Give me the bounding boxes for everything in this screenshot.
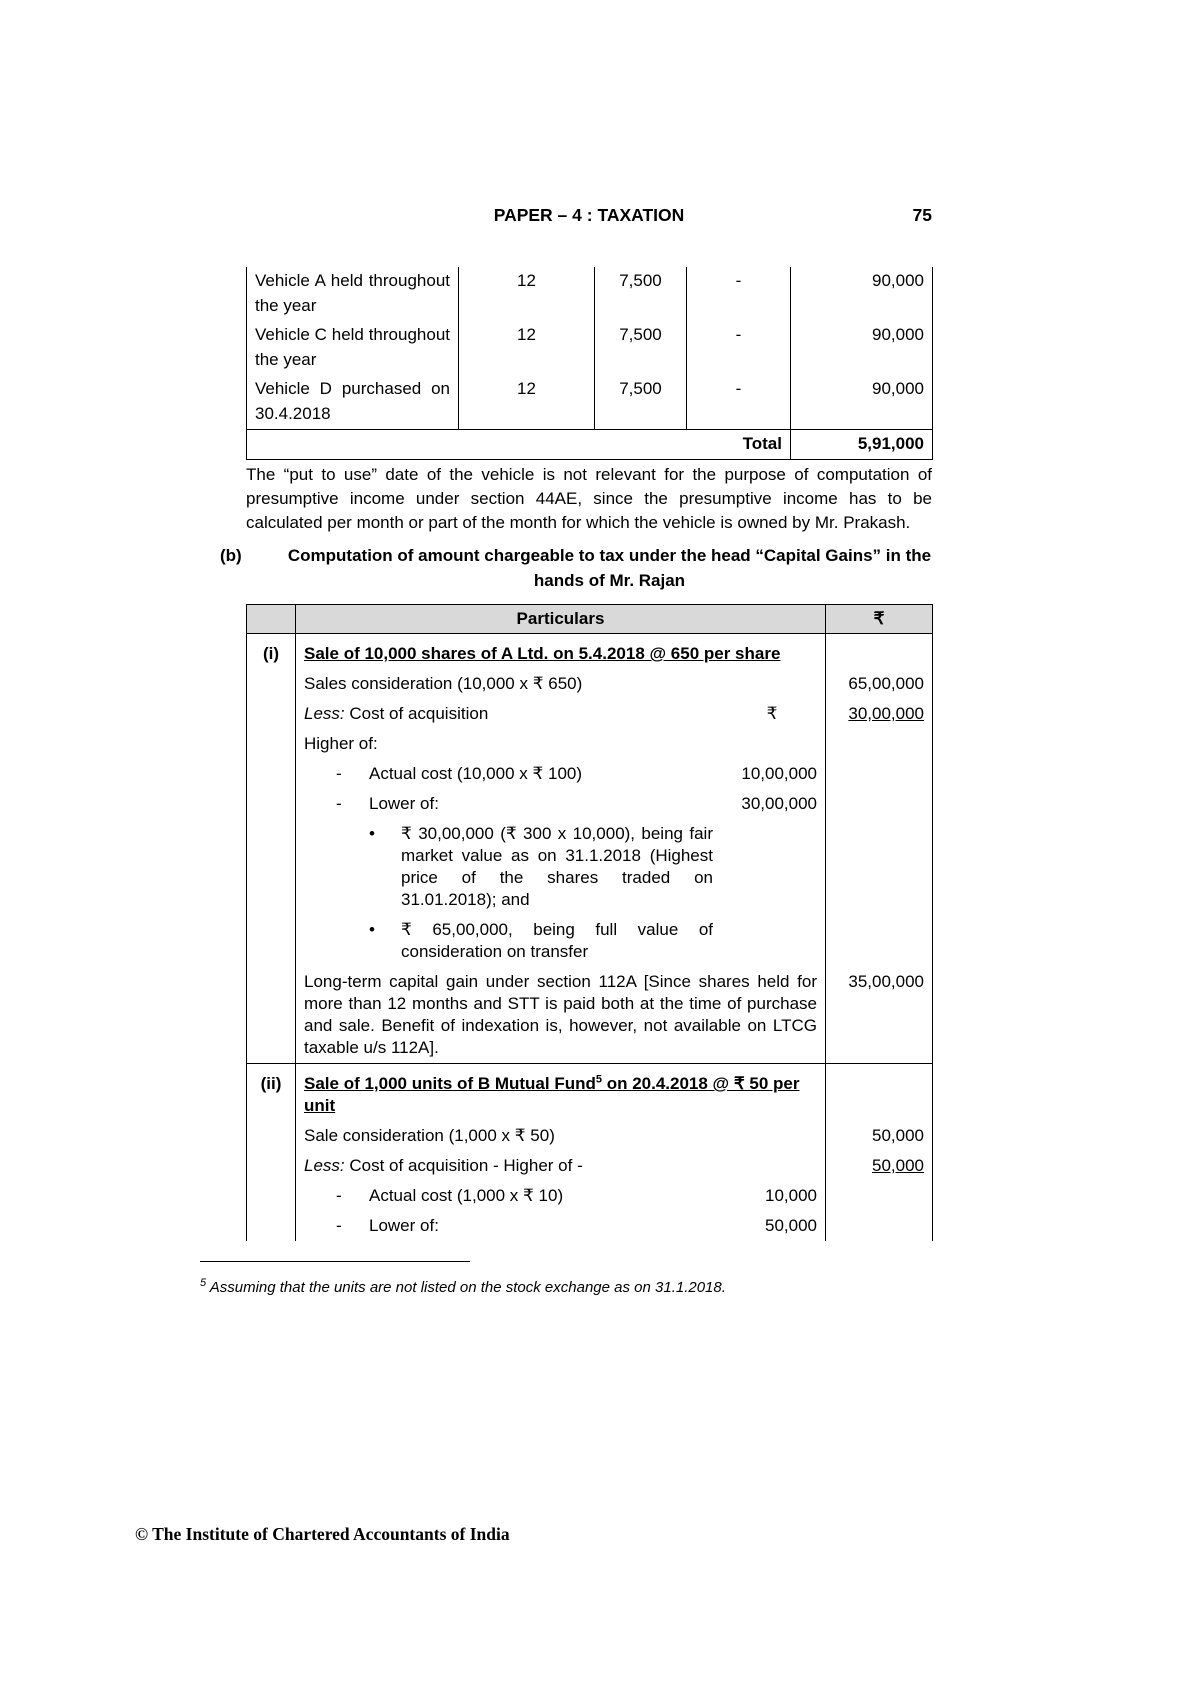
- cg-row-higher-of: [247, 729, 933, 759]
- cg-header-amount-symbol: ₹: [826, 605, 933, 634]
- cg-lower-of-text: Lower of:: [369, 794, 439, 813]
- page-number: 75: [912, 205, 932, 225]
- section-b-label: (b): [220, 546, 242, 565]
- section-b-heading: [220, 543, 932, 593]
- cg-item1-heading-amount: [826, 634, 933, 670]
- cg-row-actual-cost: [247, 759, 933, 789]
- paper-title: PAPER – 4 : TAXATION: [493, 205, 685, 225]
- cg-row-actual-cost2: [247, 1181, 933, 1211]
- cg-row-lower-of: [247, 789, 933, 819]
- cg-header-particulars: Particulars: [296, 605, 826, 634]
- section-b-title: Computation of amount chargeable to tax under the head “Capital Gains” in the hands of Mr. Rajan: [287, 546, 932, 590]
- vehicle-total-label: Total: [247, 430, 791, 460]
- dash-bullet: -: [336, 764, 342, 783]
- cg-row-less-cost: [247, 699, 933, 729]
- explanation-paragraph: The “put to use” date of the vehicle is not relevant for the purpose of computation of presumptive income under section 44AE, since the presumptive income has to be calculated per month or part of the month for which the vehicle is owned by Mr. Prakash.: [246, 465, 932, 532]
- dash-bullet: -: [336, 1186, 342, 1205]
- cg-sale-consideration2-amount: 50,000: [826, 1121, 933, 1151]
- vehicle-row: [247, 321, 933, 375]
- cg-header-row: [247, 605, 933, 634]
- cg-row-sale-consideration2: [247, 1121, 933, 1151]
- vehicle-nil: -: [687, 321, 791, 375]
- cg-less-amount: 30,00,000: [848, 704, 924, 723]
- cg-ltcg-text: Long-term capital gain under section 112A [Since shares held for more than 12 months and STT is paid both at the time of purchase and sale. Benefit of indexation is, however, not available on LTCG taxable u/s 112A].: [296, 967, 826, 1064]
- cg-less-label: Less:: [304, 704, 345, 723]
- vehicle-rate: 7,500: [595, 375, 687, 430]
- cg-header-sno-cell: [247, 605, 296, 634]
- dash-bullet: -: [336, 794, 342, 813]
- cg-actual-cost-inner-amount: 10,00,000: [741, 764, 817, 783]
- cg-row-less-cost2: [247, 1151, 933, 1181]
- vehicle-amount: 90,000: [791, 267, 933, 321]
- cg-lower-of2-inner-amount: 50,000: [765, 1216, 817, 1235]
- round-bullet: •: [369, 824, 375, 843]
- cg-higher-of-text: Higher of:: [296, 729, 826, 759]
- cg-less2-amount: 50,000: [872, 1156, 924, 1175]
- cg-row-item1-heading: [247, 634, 933, 670]
- vehicle-months: 12: [459, 321, 595, 375]
- cg-row-bullet-full-value: [247, 915, 933, 967]
- vehicle-row: [247, 267, 933, 321]
- page-header: [246, 205, 932, 231]
- footnote-ref: 5: [595, 1073, 602, 1086]
- cg-item2-heading: Sale of 1,000 units of B Mutual Fund$^5$ on 20.4.2018 @ ₹ 50 per unit: [304, 1073, 800, 1115]
- cg-lower-of-inner-amount: 30,00,000: [741, 794, 817, 813]
- cg-less-text: Cost of acquisition: [344, 704, 489, 723]
- cg-bullet-full-value-text: ₹ 65,00,000, being full value of consideration on transfer: [401, 920, 713, 961]
- cg-sales-consideration-amount: 65,00,000: [826, 669, 933, 699]
- cg-less-text-wrap: [304, 703, 488, 725]
- footnote-text: Assuming that the units are not listed on the stock exchange as on 31.1.2018.: [206, 1279, 726, 1296]
- vehicle-presumptive-table: [246, 267, 933, 460]
- cg-item1-heading-cell: [296, 634, 826, 670]
- cg-less2-label: Less:: [304, 1156, 345, 1175]
- cg-lower-of2-text: Lower of:: [369, 1216, 439, 1235]
- cg-bullet-fmv-text: ₹ 30,00,000 (₹ 300 x 10,000), being fair market value as on 31.1.2018 (Highest price of the shares traded on 31.01.2018); and: [401, 824, 713, 909]
- vehicle-amount: 90,000: [791, 321, 933, 375]
- cg-actual-cost-text: Actual cost (10,000 x ₹ 100): [369, 764, 583, 783]
- cg-less2-text: Cost of acquisition - Higher of -: [344, 1156, 583, 1175]
- cg-row-ltcg: [247, 967, 933, 1064]
- vehicle-amount: 90,000: [791, 375, 933, 430]
- vehicle-total-amount: 5,91,000: [791, 430, 933, 460]
- vehicle-description: Vehicle A held throughout the year: [247, 267, 459, 321]
- vehicle-nil: -: [687, 267, 791, 321]
- vehicle-row: [247, 375, 933, 430]
- vehicle-rate: 7,500: [595, 267, 687, 321]
- cg-row-bullet-fmv: [247, 819, 933, 915]
- vehicle-months: 12: [459, 375, 595, 430]
- cg-row-item2-heading: [247, 1064, 933, 1122]
- dash-bullet: -: [336, 1216, 342, 1235]
- cg-sale-consideration2-text: Sale consideration (1,000 x ₹ 50): [296, 1121, 826, 1151]
- cg-item1-sno: (i): [247, 634, 296, 670]
- round-bullet: •: [369, 920, 375, 939]
- cg-ltcg-amount: 35,00,000: [826, 967, 933, 1064]
- cg-actual-cost2-inner-amount: 10,000: [765, 1186, 817, 1205]
- footnote: [200, 1278, 920, 1298]
- cg-item2-sno: (ii): [247, 1064, 296, 1122]
- capital-gains-table: [246, 604, 933, 1241]
- vehicle-months: 12: [459, 267, 595, 321]
- cg-row-lower-of2: [247, 1211, 933, 1241]
- vehicle-total-row: [247, 430, 933, 460]
- cg-item1-heading: Sale of 10,000 shares of A Ltd. on 5.4.2018 @ 650 per share: [304, 644, 781, 663]
- cg-inner-rupee-symbol: ₹: [766, 704, 778, 723]
- footnote-divider: [200, 1261, 470, 1262]
- vehicle-description: Vehicle D purchased on 30.4.2018: [247, 375, 459, 430]
- cg-sales-consideration-text: Sales consideration (10,000 x ₹ 650): [296, 669, 826, 699]
- vehicle-rate: 7,500: [595, 321, 687, 375]
- vehicle-nil: -: [687, 375, 791, 430]
- cg-less-line: [304, 703, 817, 725]
- vehicle-description: Vehicle C held throughout the year: [247, 321, 459, 375]
- cg-actual-cost2-text: Actual cost (1,000 x ₹ 10): [369, 1186, 564, 1205]
- copyright-footer: © The Institute of Chartered Accountants of India: [135, 1524, 510, 1544]
- cg-row-sales-consideration: [247, 669, 933, 699]
- footnote-marker: 5: [200, 1277, 207, 1289]
